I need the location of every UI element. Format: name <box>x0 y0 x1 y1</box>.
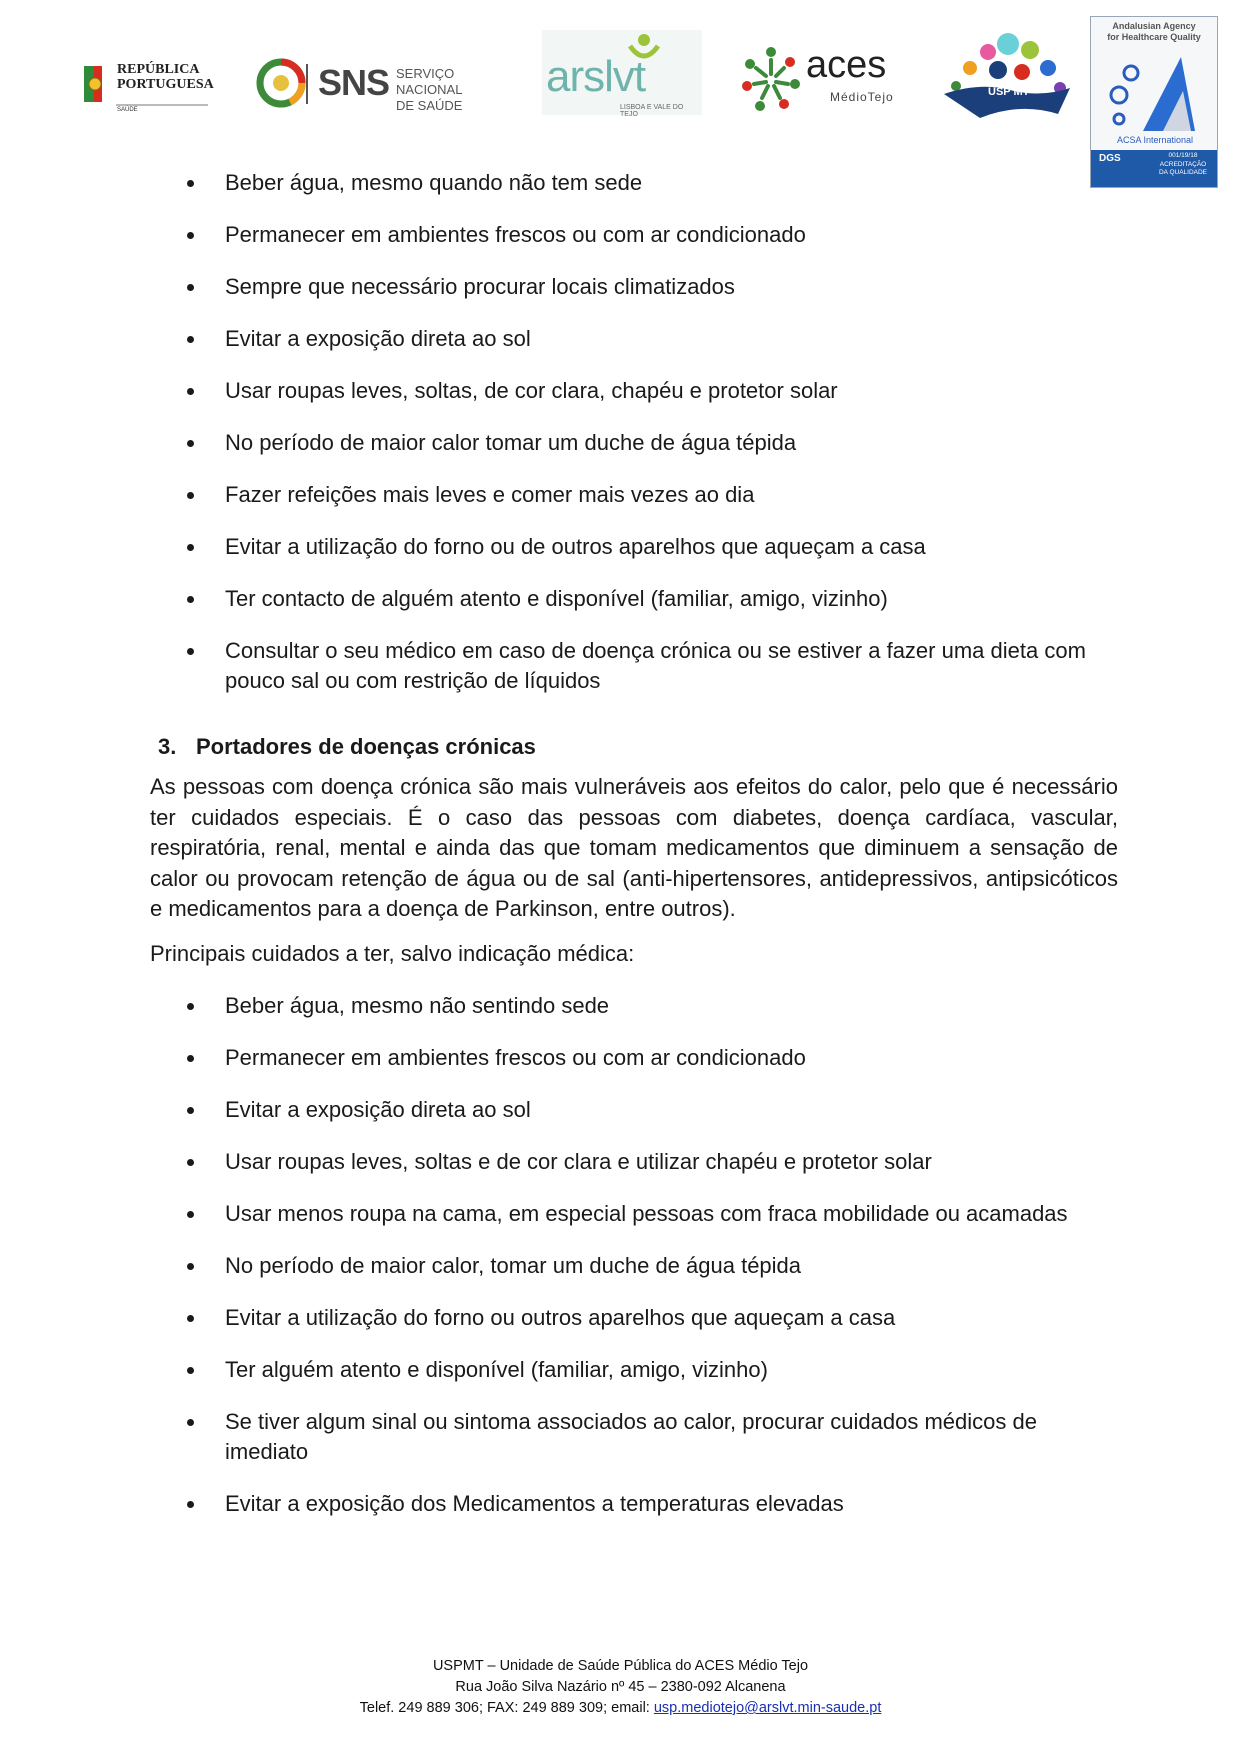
list-item-text: Ter alguém atento e disponível (familiar, amigo, vizinho) <box>225 1356 768 1382</box>
footer-line2: Rua João Silva Nazário nº 45 – 2380-092 Alcanena <box>455 1679 786 1695</box>
page-footer <box>0 1656 1241 1719</box>
list-item-text: Permanecer em ambientes frescos ou com ar condicionado <box>225 1044 806 1070</box>
bullet-icon <box>187 1107 194 1114</box>
list-item-text: Usar menos roupa na cama, em especial pessoas com fraca mobilidade ou acamadas <box>225 1200 1068 1226</box>
section-3-title: Portadores de doenças crónicas <box>196 734 536 759</box>
uspmt-label1: USP <box>988 86 1011 98</box>
list-item-text: Permanecer em ambientes frescos ou com ar condicionado <box>225 222 806 247</box>
list-item-text: Usar roupas leves, soltas, de cor clara, chapéu e protetor solar <box>225 378 838 403</box>
bullet-icon <box>187 232 194 239</box>
footer-email-link[interactable]: usp.mediotejo@arslvt.min-saude.pt <box>653 1700 882 1716</box>
list-item-text: Evitar a utilização do forno ou outros aparelhos que aqueçam a casa <box>225 1304 896 1330</box>
arslvt-tagline: LISBOA E VALE DO TEJO <box>620 104 684 118</box>
list-item-text: Evitar a exposição dos Medicamentos a temperaturas elevadas <box>225 1490 844 1516</box>
aces-tagline: MédioTejo <box>830 90 894 104</box>
list-item-text: Sempre que necessário procurar locais climatizados <box>225 274 735 299</box>
acsa-code: 001/19/18 <box>1168 152 1198 159</box>
bullet-icon <box>187 1419 194 1426</box>
bullet-icon <box>187 284 194 291</box>
list-item <box>150 480 1118 510</box>
list-item <box>150 532 1118 562</box>
list-item-text: Beber água, mesmo quando não tem sede <box>225 170 643 195</box>
list-item <box>150 168 1118 198</box>
bullet-icon <box>187 596 194 603</box>
uspmt-label2: MT <box>1013 86 1030 98</box>
sns-line2: DE SAÚDE <box>396 98 463 113</box>
bullet-icon <box>187 1159 194 1166</box>
acsa-acc1: ACREDITAÇÃO <box>1159 160 1207 168</box>
bullet-icon <box>187 440 194 447</box>
arslvt-logo <box>542 30 702 118</box>
arslvt-name: arslvt <box>546 52 646 101</box>
republica-line1: REPÚBLICA <box>117 62 200 77</box>
uspmt-logo <box>940 30 1075 125</box>
list-item-text: Consultar o seu médico em caso de doença crónica ou se estiver a fazer uma dieta com pouco sal ou com restrição de líquidos <box>225 638 1086 693</box>
list-item <box>150 1489 1118 1519</box>
bullet-icon <box>187 1315 194 1322</box>
list-item <box>150 220 1118 250</box>
arslvt-figure-icon <box>624 32 664 62</box>
list-item-text: No período de maior calor, tomar um duche de água tépida <box>225 1252 802 1278</box>
acsa-label: ACSA International <box>1117 135 1194 145</box>
list-item <box>150 324 1118 354</box>
list-item <box>150 1043 1118 1073</box>
bullet-icon <box>187 1211 194 1218</box>
bullet-icon <box>187 1263 194 1270</box>
bullet-icon <box>187 1003 194 1010</box>
list-item <box>150 1407 1118 1467</box>
list-item <box>150 991 1118 1021</box>
list-item <box>150 272 1118 302</box>
republica-portuguesa-logo <box>84 60 214 115</box>
list-item-text: Evitar a exposição direta ao sol <box>225 326 531 351</box>
list-item-text: Ter contacto de alguém atento e disponível (familiar, amigo, vizinho) <box>225 586 888 611</box>
list-item <box>150 1355 1118 1385</box>
acsa-title1: Andalusian Agency <box>1112 21 1196 31</box>
bullet-icon <box>187 180 194 187</box>
document-body <box>150 168 1118 1541</box>
list-item-text: Se tiver algum sinal ou sintoma associados ao calor, procurar cuidados médicos de imediato <box>225 1408 1037 1464</box>
list-item <box>150 636 1118 696</box>
list-item-text: Beber água, mesmo não sentindo sede <box>225 992 610 1018</box>
sns-logo <box>256 58 516 113</box>
sns-abbr: SNS <box>318 62 390 103</box>
sns-line1: SERVIÇO NACIONAL <box>396 66 463 97</box>
acsa-acc2: DA QUALIDADE <box>1158 169 1208 176</box>
bullet-icon <box>187 544 194 551</box>
footer-line1: USPMT – Unidade de Saúde Pública do ACES Médio Tejo <box>432 1658 809 1674</box>
list-item <box>150 376 1118 406</box>
bullet-icon <box>187 1367 194 1374</box>
acsa-dgs: DGS <box>1099 153 1121 164</box>
list-item <box>150 428 1118 458</box>
section-3-heading <box>158 732 1118 762</box>
republica-line2: PORTUGUESA <box>117 77 214 92</box>
sns-symbol-icon <box>256 58 306 108</box>
list-item-text: Usar roupas leves, soltas e de cor clara e utilizar chapéu e protetor solar <box>225 1148 932 1174</box>
uspmt-bubbles-icon <box>940 30 1075 125</box>
bullet-icon <box>187 388 194 395</box>
recommendations-list-1 <box>150 168 1118 696</box>
aces-logo <box>740 44 900 114</box>
list-item <box>150 1147 1118 1177</box>
republica-line3: SAÚDE <box>117 107 138 113</box>
list-item <box>150 1303 1118 1333</box>
footer-line3 <box>0 1698 1241 1719</box>
acsa-title2: for Healthcare Quality <box>1107 32 1201 42</box>
acsa-emblem-icon <box>1091 47 1217 139</box>
acsa-badge <box>1090 16 1218 188</box>
footer-contacts: Telef. 249 889 306; FAX: 249 889 309; email: <box>359 1700 654 1716</box>
recommendations-list-2 <box>150 991 1118 1519</box>
bullet-icon <box>187 492 194 499</box>
aces-name: aces <box>806 44 887 86</box>
bullet-icon <box>187 1055 194 1062</box>
bullet-icon <box>187 648 194 655</box>
section-3-number: 3. <box>158 734 177 759</box>
list-item <box>150 1251 1118 1281</box>
section-3-lead: Principais cuidados a ter, salvo indicação médica: <box>150 940 635 966</box>
list-item <box>150 584 1118 614</box>
list-item <box>150 1095 1118 1125</box>
aces-people-icon <box>740 44 802 114</box>
list-item-text: Evitar a exposição direta ao sol <box>225 1096 531 1122</box>
list-item-text: Fazer refeições mais leves e comer mais vezes ao dia <box>225 482 755 507</box>
list-item-text: Evitar a utilização do forno ou de outros aparelhos que aqueçam a casa <box>225 534 926 559</box>
section-3-paragraph: As pessoas com doença crónica são mais vulneráveis aos efeitos do calor, pelo que é necessário ter cuidados especiais. É o caso das pessoas com diabetes, doença cardíaca, vascular, respiratória, renal, mental e ainda das que tomam medicamentos que diminuem a sensação de calor ou provocam retenção de água ou de sal (anti-hipertensores, antidepressivos, antipsicóticos e medicamentos para a doença de Parkinson, entre outros). <box>150 774 1118 921</box>
list-item-text: No período de maior calor tomar um duche de água tépida <box>225 430 797 455</box>
bullet-icon <box>187 336 194 343</box>
list-item <box>150 1199 1118 1229</box>
bullet-icon <box>187 1501 194 1508</box>
